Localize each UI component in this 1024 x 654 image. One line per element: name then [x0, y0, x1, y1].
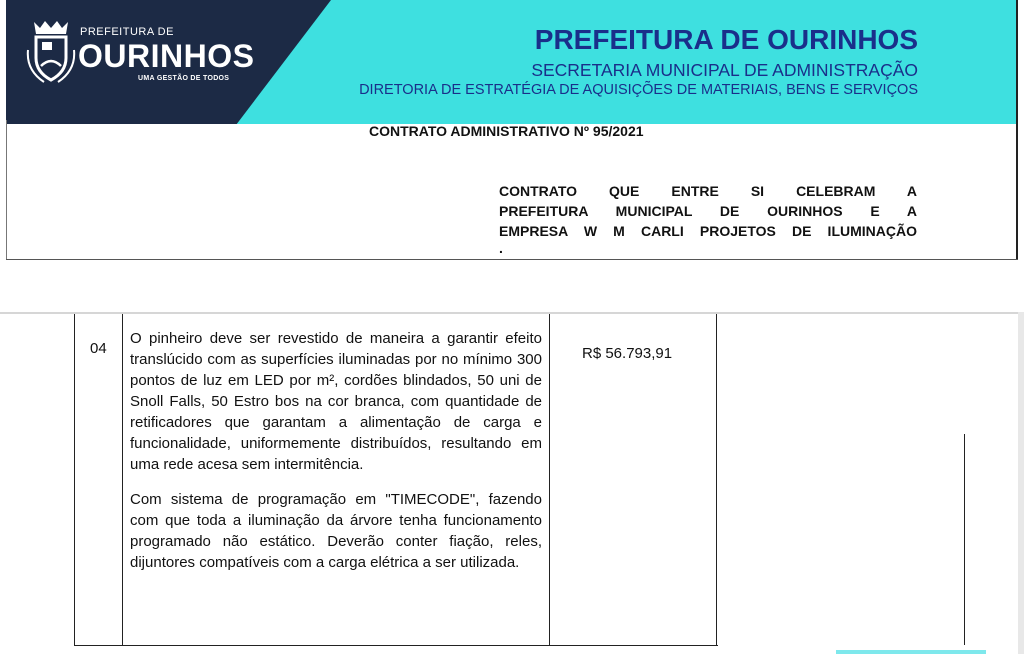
table-border-left — [74, 314, 75, 646]
logo-prefix-text: PREFEITURA DE — [80, 26, 174, 38]
page-gap — [0, 262, 1024, 312]
table-column-divider — [716, 314, 717, 646]
city-crest-icon — [26, 20, 76, 86]
header-subtitle: SECRETARIA MUNICIPAL DE ADMINISTRAÇÃO — [531, 60, 918, 80]
logo-city-name: OURINHOS — [78, 38, 255, 74]
table-cell-item-number: 04 — [90, 340, 107, 357]
contract-table-page — [0, 312, 1024, 654]
page-border-right — [1016, 0, 1018, 260]
table-cell-value: R$ 56.793,91 — [582, 345, 673, 362]
contract-description-line: EMPRESA W M CARLI PROJETOS DE ILUMINAÇÃO — [499, 223, 917, 239]
table-column-divider — [122, 314, 123, 646]
description-paragraph: Com sistema de programação em "TIMECODE", fazendo com que toda a iluminação da árvore tenha funcionamento programado não estático. Deverão conter fiação, reles, dijuntores compatíveis com a carga elétrica a ser utilizada. — [130, 491, 542, 571]
table-border-right — [964, 434, 965, 645]
contract-description-end: . — [499, 240, 503, 256]
contract-description-line: CONTRATO QUE ENTRE SI CELEBRAM A — [499, 183, 917, 199]
logo-tagline: UMA GESTÃO DE TODOS — [138, 75, 230, 82]
page-edge-right — [1018, 312, 1024, 654]
table-cell-description — [130, 328, 542, 573]
decorative-accent-bar — [836, 650, 986, 654]
page-border-left — [6, 120, 7, 260]
page-edge-top — [0, 312, 1024, 314]
page-border-bottom — [6, 259, 1018, 260]
description-paragraph: O pinheiro deve ser revestido de maneira a garantir efeito translúcido com as superfícies iluminadas por no mínimo 300 pontos de luz em LED por m², cordões blindados, 50 uni de Snoll Falls, 50 Estro bos na cor branca, com quantidade de retificadores que garantam a alimentação de carga e funcionalidade, uniformemente distribuídos, resultando em uma rede acesa sem intermitência. — [130, 330, 542, 473]
document-header-page — [0, 0, 1024, 262]
table-row-bottom-border — [74, 645, 718, 646]
contract-title: CONTRATO ADMINISTRATIVO Nº 95/2021 — [369, 123, 644, 139]
header-title: PREFEITURA DE OURINHOS — [534, 24, 918, 55]
table-column-divider — [549, 314, 550, 646]
contract-description — [499, 181, 917, 255]
contract-description-line: PREFEITURA MUNICIPAL DE OURINHOS E A — [499, 203, 917, 219]
header-subtitle-directorate: DIRETORIA DE ESTRATÉGIA DE AQUISIÇÕES DE MATERIAIS, BENS E SERVIÇOS — [359, 82, 918, 98]
